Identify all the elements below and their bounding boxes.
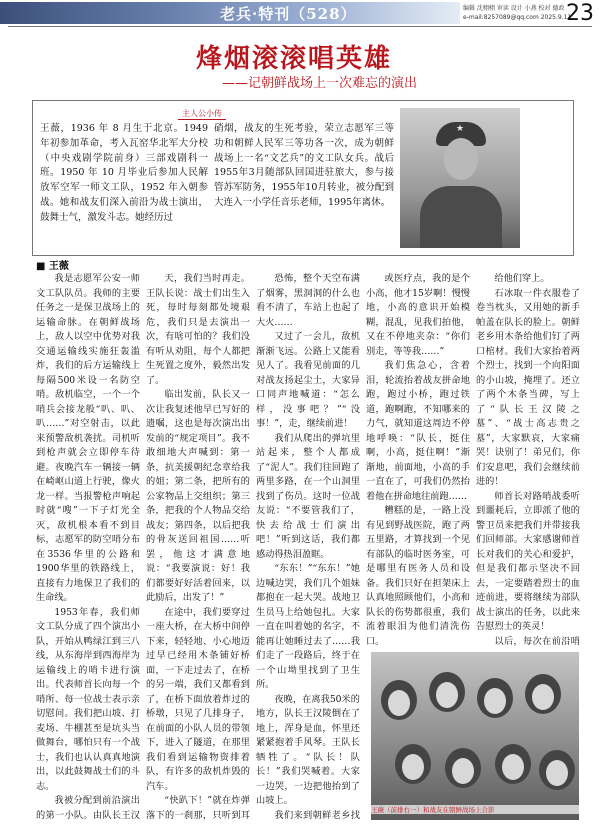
- photo-face: [388, 690, 410, 716]
- paragraph: 临出发前，队长又一次让我复述他早已写好的遗嘱，这也是每次演出出发前的“规定项目”。我不敢细地大声喊到：第一条，抗美援朝纪念章给我的姐；第二条，把所有的公家物品上交组织；第三条，把我的个人物品交给战友；第四条，以后把我的骨灰送回祖国……听罢，他这才满意地说：“我要演说：好！我们都要好好活着回来，以此励后，出发了！”: [146, 389, 250, 603]
- paragraph: “东东！”“东东！”她边喊边哭，我们几个姐妹都抱在一起大哭。战地卫生员马上给她包扎。大家一直在叫着她的名字，不能再让她睡过去了……我们走了一段路后，终于在一个山坳里找到了卫生所。: [256, 563, 360, 690]
- paragraph: 我们来到朝鲜老乡找: [274, 809, 360, 820]
- paragraph: 我是志愿军公安一师文工队队员。我师的主要任务之一是保卫战场上的运输命脉。在朝鲜战场上，敌人以空中优势对我交通运输线实施狂轰滥炸，我们的后方运输线上每隔500米设一名防空哨。敌机临空，一个一个哨兵会接龙般“叭、叭、叭……”对空射击，以此来预警敌机袭扰。司机听到枪声就会立即停车待避。夜晚汽车一辆接一辆在崎岖山道上行驶，像火龙一样。当报警枪声响起时就“嗖”一下子灯光全灭，敌机根本看不到目标，志愿军的防空哨分布在3536华里的公路和1900华里的铁路线上，直接有力地保卫了我们的生命线。: [36, 273, 140, 603]
- column-3: [256, 272, 360, 820]
- star-icon: ★: [456, 124, 465, 134]
- paragraph: 或医疗点，我的是个小高，他才15岁啊！慢慢地，小高的意识开始模糊，混乱，见我们拍他，又在不停地夹杂：“你们别走，等等我……”: [366, 273, 470, 357]
- photo-face: [452, 758, 474, 784]
- column-1: [36, 272, 140, 820]
- group-photo: [371, 652, 579, 820]
- header-rule: [8, 26, 592, 27]
- column-4: [366, 272, 470, 648]
- photo-face: [532, 684, 554, 710]
- photo-face: [502, 754, 524, 780]
- photo-face: [484, 688, 506, 714]
- paragraph: 给他们穿上。: [494, 273, 550, 284]
- paragraph: 天，我们当时再走。王队长说：战士们出生入死，每时每刻都处境艰危，我们只是去演出一次，有啥可怕的？我们没有听从劝阻，每个人都把生死置之度外，毅然出发了。: [146, 273, 250, 386]
- editor-info: [463, 4, 571, 22]
- paragraph: 恐怖，整个天空布满了烟雾，黑洞洞的什么也看不清了，车站上也起了大火……: [256, 273, 360, 328]
- portrait-uniform: [420, 186, 502, 248]
- section-title: 老兵·特刊（528）: [220, 5, 357, 23]
- paragraph: 以后，每次在前沿哨: [494, 635, 580, 647]
- paragraph: 在途中，我们要穿过一座大桥，在大桥中间停下来，轻轻地、小心地迈过早已经用木条铺好桥面，一下走过去了，在桥的另一端，我们又都看到了，在桥下面放着炸过的桥墩，只见了几排身子，在前面的小队人员的带领下，进入了隧道，在那里我们看到运输物资排着队，有许多的敌机炸毁的汽车。: [146, 606, 250, 792]
- bio-right: 硝烟，战友的生死考验，荣立志愿军三等功和朝鲜人民军三等功各一次，成为朝鲜战场上一名“文艺兵”的文工队女兵。战后1955年3月随部队回国进驻旅大，参与接管苏军防务，1955年10月转业，被分配到大连入一小学任音乐老师，1995年离休。: [214, 123, 394, 208]
- photo-face: [546, 760, 568, 786]
- paragraph: 夜晚，在离我50米的地方，队长王汉陵倒在了地上，浑身是血，怀里还紧紧抱着手风琴。王队长牺牲了。“队长！队长！”我们哭喊着。大家一边哭，一边把他抬到了山坡上。: [256, 693, 360, 806]
- article-subhead: ——记朝鲜战场上一次难忘的演出: [222, 76, 418, 91]
- paragraph: “快趴下！”就在炸弹落下的一刹那，只听到耳: [146, 795, 250, 820]
- paragraph: 师首长对路哨战委听到噩耗后，立即派了他的警卫员来把我们并带接我们回师部。大家感谢师首长对我们的关心和爱护，但是我们都示坚决不回去，一定要踏着烈士的血迹前进，要将继续为部队战士演出的任务，以此来告慰烈士的英灵！: [476, 490, 580, 632]
- byline: ■ 王薇: [36, 261, 69, 272]
- photo-face: [436, 682, 458, 708]
- portrait-photo: [400, 108, 520, 248]
- paragraph: 又过了一会儿，敌机渐渐飞远。公路上又能看见人了。我看见前面的几对战友扬起尘土，大家异口同声地喊道：“怎么样，没事吧？”“没事！”，走，继续前进！: [256, 331, 360, 429]
- bio-left: 王薇，1936 年 8 月生于北京。1949 年初参加革命，考入瓦窑华北军大分校（中央戏剧学院前身）三部戏剧科一班。1950 年 10 月毕业后参加人民解放军空军一师文工队，1952 年入朝参战。她和战友们深入前沿为战士演出，鼓舞士气，激发斗志。她经历过: [40, 123, 208, 223]
- paragraph: 我们从爬出的弹坑里站起来，整个人都成了“泥人”。我们往回跑了两里多路，在一个山洞里找到了伤员。这时一位战友说：“不要管我们了，快去给战士们演出吧！”听到这话，我们都感动得热泪盈眶。: [256, 432, 360, 560]
- paragraph: 糟糕的是，一路上没有见到野战医院，跑了两五里路，才算找到一个见有部队的临时医务室，可是哪里有医务人员和设备。我们只好在担架床上认真地照顾他们，小高和队长的伤势都很重，我们流着眼泪为他们清洗伤口。: [366, 505, 470, 647]
- paragraph: 我被分配到前沿演出的第一小队。由队长王汉: [36, 795, 140, 820]
- page-header: [0, 0, 600, 26]
- email-line: e-mail:8257089@qq.com 2025.9.11: [463, 14, 572, 21]
- column-5: [476, 272, 580, 648]
- bio-tag: 主人公小传: [178, 108, 226, 120]
- editor-line: 编辑 沈栩栩 审读 设计 小燕 校对 德政: [463, 5, 565, 12]
- paragraph: 我们焦急心，含着泪，轮流抬着战友拼命地跑，跑过小桥，跑过铁道，跑啊跑，不知哪来的力气，就知道这周边不停地呼唤：“队长，挺住啊，小高，挺住啊！”渐渐地，前面地，小高的手一直在了，可我们仍然抬着他在拼命地往前跑……: [366, 360, 470, 502]
- photo-face: [402, 754, 424, 780]
- paragraph: 石冰取一件衣服卷了卷当枕头，又用她的新手帕盖在队长的脸上。朝鲜老乡用木条给他们钉了两口棺材。我们大家抬着两个烈士，找到一个向阳面的小山坡，掩埋了。还立了两个木条当碑，写上了“队长王汉陵之墓”、“战士高志贵之墓”，大家默哀，大家痛哭！诀别了！弟兄们，你们安息吧，我们会继续前进的！: [476, 287, 580, 487]
- paragraph: 1953年春，我们师文工队分成了四个演出小队，开始从鸭绿江到三八线，从东海岸到西海岸为运输线上的哨卡进行演出。代表师首长向每一个哨所、每一位战士表示亲切慰问。我们把山坡、打麦场、牛棚甚至是坑头当做舞台，哪怕只有一个战士，我们也认认真真地演出，以此鼓舞战士们的斗志。: [36, 606, 140, 792]
- column-2: [146, 272, 250, 820]
- photo-caption: 王薇（前排右一）和战友在朝鲜战场上合影: [371, 805, 579, 814]
- article-headline: 烽烟滚滚唱英雄: [196, 44, 393, 74]
- page-number: 23: [566, 1, 594, 26]
- portrait-face: [444, 138, 478, 180]
